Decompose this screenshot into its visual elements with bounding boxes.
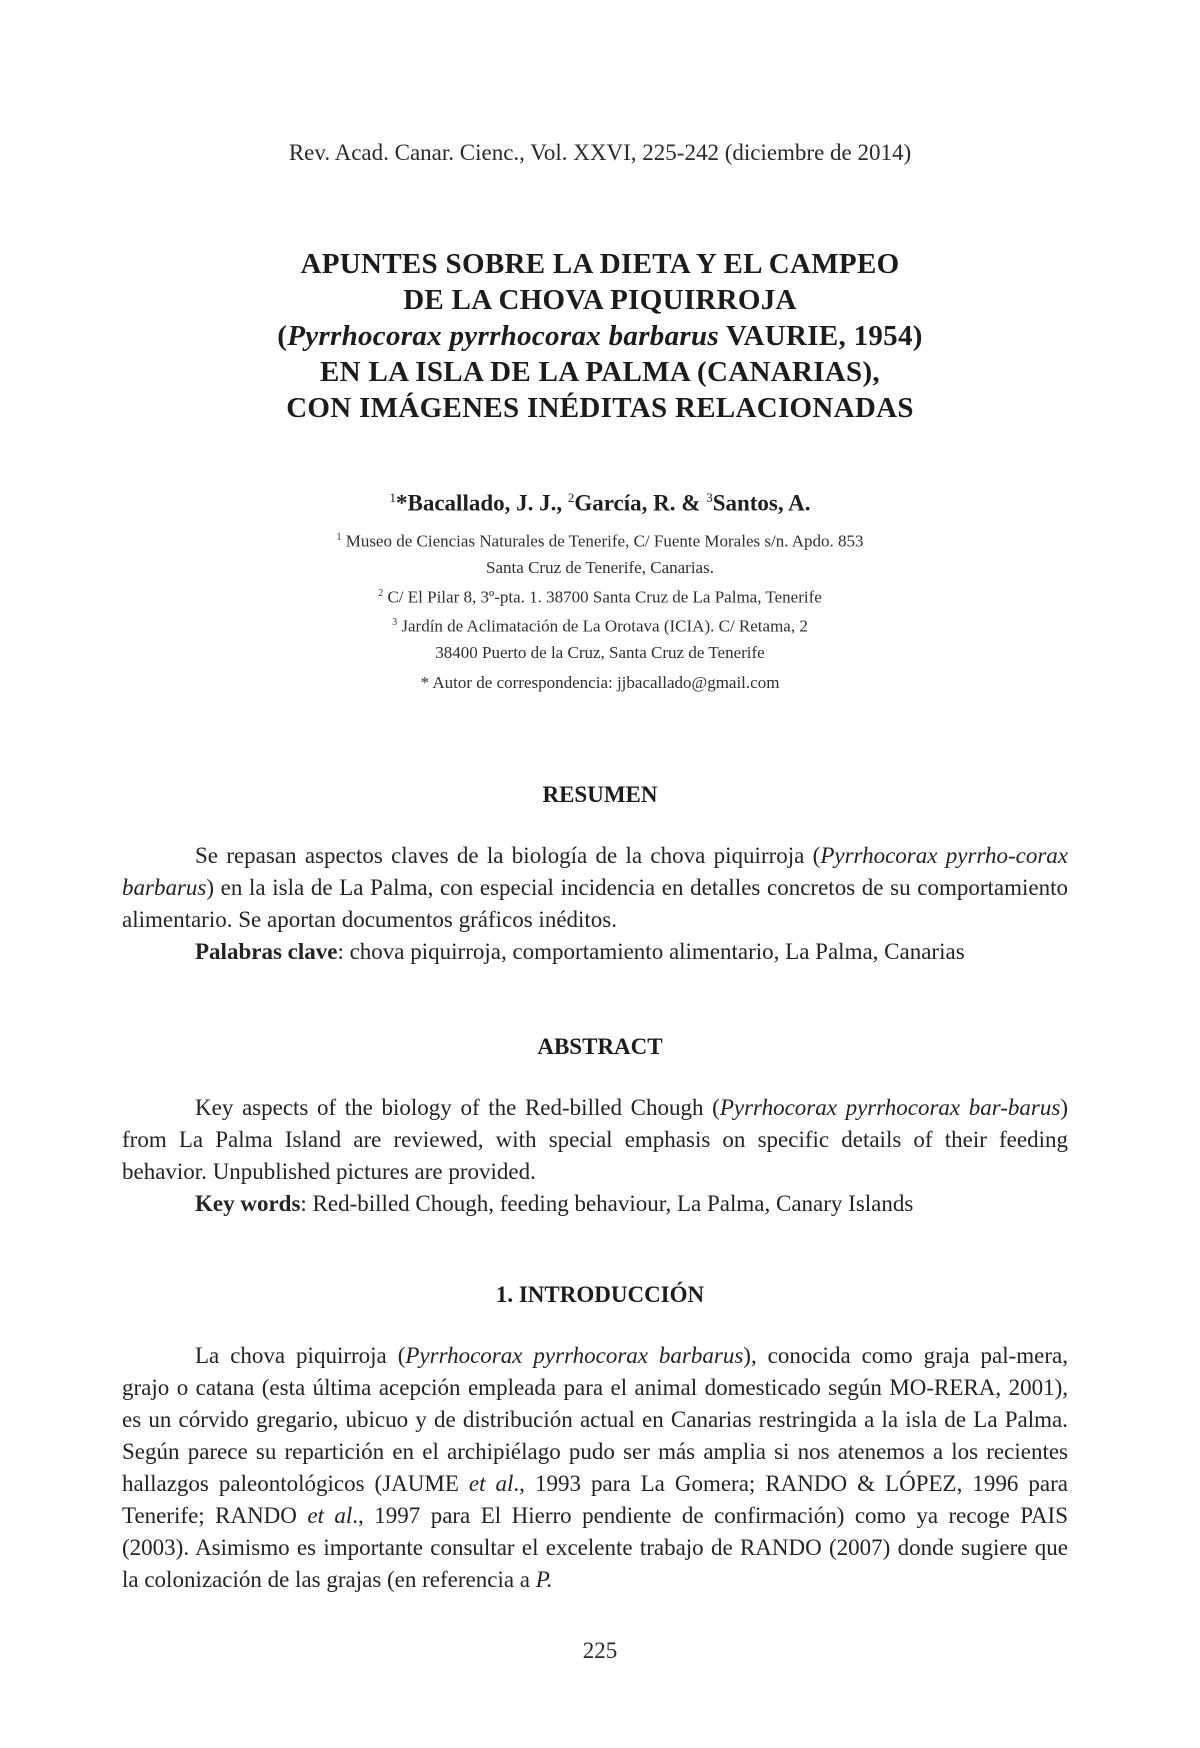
- intro-species: Pyrrhocorax pyrrhocorax barbarus: [405, 1343, 744, 1368]
- resumen-paragraph: [122, 840, 1068, 936]
- intro-text-4: ., 1997 para El Hierro pendiente de confirmación) como ya recoge PAIS (2003). Asimismo es importante consultar el excelente trabajo de RANDO (2007) donde sugiere que la colonización de las grajas (en referencia a: [122, 1503, 1068, 1592]
- resumen-species: Pyrrhocorax pyrrho-corax barbarus: [122, 843, 1068, 900]
- title-authority: VAURIE, 1954): [718, 320, 923, 352]
- resumen-text-1: Se repasan aspectos claves de la biología de la chova piquirroja (: [195, 843, 821, 868]
- abstract-keywords: [195, 1188, 1068, 1220]
- affiliation-3: [0, 610, 1200, 640]
- title-line-3: [140, 318, 1060, 354]
- aff3-line1: Jardín de Aclimatación de La Orotava (ICIA). C/ Retama, 2: [397, 616, 808, 636]
- abstract-paragraph: [122, 1092, 1068, 1188]
- abstract-text-1: Key aspects of the biology of the Red-billed Chough (: [195, 1095, 720, 1120]
- aff1-line1: Museo de Ciencias Naturales de Tenerife, C/ Fuente Morales s/n. Apdo. 853: [341, 531, 864, 551]
- resumen-keywords-text: : chova piquirroja, comportamiento alimentario, La Palma, Canarias: [337, 939, 965, 964]
- aff3-sup: 3: [392, 617, 398, 629]
- affiliation-2: [0, 581, 1200, 611]
- author-1: *Bacallado, J. J.,: [396, 490, 568, 516]
- affiliation-1: [0, 525, 1200, 555]
- aff3-line2: 38400 Puerto de la Cruz, Santa Cruz de Tenerife: [435, 642, 765, 662]
- resumen-text-2: ) en la isla de La Palma, con especial incidencia en detalles concretos de su comportamiento alimentario. Se aportan documentos gráficos inéditos.: [122, 875, 1068, 932]
- page-number: 225: [582, 1638, 618, 1663]
- aff2-sup: 2: [378, 587, 384, 599]
- title-paren: (: [277, 320, 288, 352]
- aff1-sup: 1: [336, 532, 342, 543]
- abstract-heading: ABSTRACT: [537, 1034, 663, 1059]
- correspondence-email: * Autor de correspondencia: jjbacallado@gmail.com: [420, 672, 780, 692]
- author-list: [0, 490, 1200, 517]
- intro-text-3: ., 1993 para La Gomera; RANDO & LÓPEZ, 1996 para Tenerife; RANDO: [122, 1471, 1068, 1528]
- title-line-2: DE LA CHOVA PIQUIRROJA: [403, 284, 797, 316]
- abstract-species: Pyrrhocorax pyrrhocorax bar-barus: [719, 1095, 1061, 1120]
- title-species: Pyrrhocorax pyrrhocorax barbarus: [287, 320, 719, 352]
- aff1-line2: Santa Cruz de Tenerife, Canarias.: [486, 557, 714, 577]
- aff2-text: C/ El Pilar 8, 3º-pta. 1. 38700 Santa Cruz de La Palma, Tenerife: [383, 587, 822, 607]
- intro-text-1: La chova piquirroja (: [195, 1343, 406, 1368]
- resumen-heading: RESUMEN: [542, 782, 658, 807]
- intro-etal-1: et al: [468, 1471, 514, 1496]
- introduction-heading: 1. INTRODUCCIÓN: [495, 1282, 705, 1307]
- introduction-paragraph: [122, 1340, 1068, 1596]
- title-line-4: EN LA ISLA DE LA PALMA (CANARIAS),: [320, 356, 880, 388]
- author1-sup: 1: [389, 490, 396, 505]
- journal-reference: Rev. Acad. Canar. Cienc., Vol. XXVI, 225-242 (diciembre de 2014): [288, 140, 912, 165]
- author2-sup: 2: [567, 490, 575, 505]
- intro-text-5: P.: [535, 1567, 553, 1592]
- abstract-text-2: ) from La Palma Island are reviewed, with special emphasis on specific details of their feeding behavior. Unpublished pictures are provided.: [122, 1095, 1068, 1184]
- abstract-keywords-label: Key words: [195, 1191, 301, 1216]
- intro-text-2: ), conocida como graja pal-mera, grajo o catana (esta última acepción empleada para el animal domesticado según MO-RERA, 2001), es un córvido gregario, ubicuo y de distribución actual en Canarias restringida a la isla de La Palma. Según parece su repartición en el archipiélago pudo ser más amplia si nos atenemos a los recientes hallazgos paleontológicos (JAUME: [122, 1343, 1069, 1496]
- resumen-keywords: [195, 936, 1068, 968]
- author3-sup: 3: [706, 490, 713, 505]
- title-line-1: APUNTES SOBRE LA DIETA Y EL CAMPEO: [300, 248, 900, 280]
- resumen-keywords-label: Palabras clave: [195, 939, 338, 964]
- author-2: García, R. &: [574, 490, 707, 516]
- author-3: Santos, A.: [712, 490, 811, 516]
- title-line-5: CON IMÁGENES INÉDITAS RELACIONADAS: [286, 392, 914, 424]
- paper-title: [140, 246, 1060, 426]
- affiliations: [0, 525, 1200, 696]
- intro-etal-2: et al: [307, 1503, 353, 1528]
- abstract-keywords-text: : Red-billed Chough, feeding behaviour, La Palma, Canary Islands: [300, 1191, 914, 1216]
